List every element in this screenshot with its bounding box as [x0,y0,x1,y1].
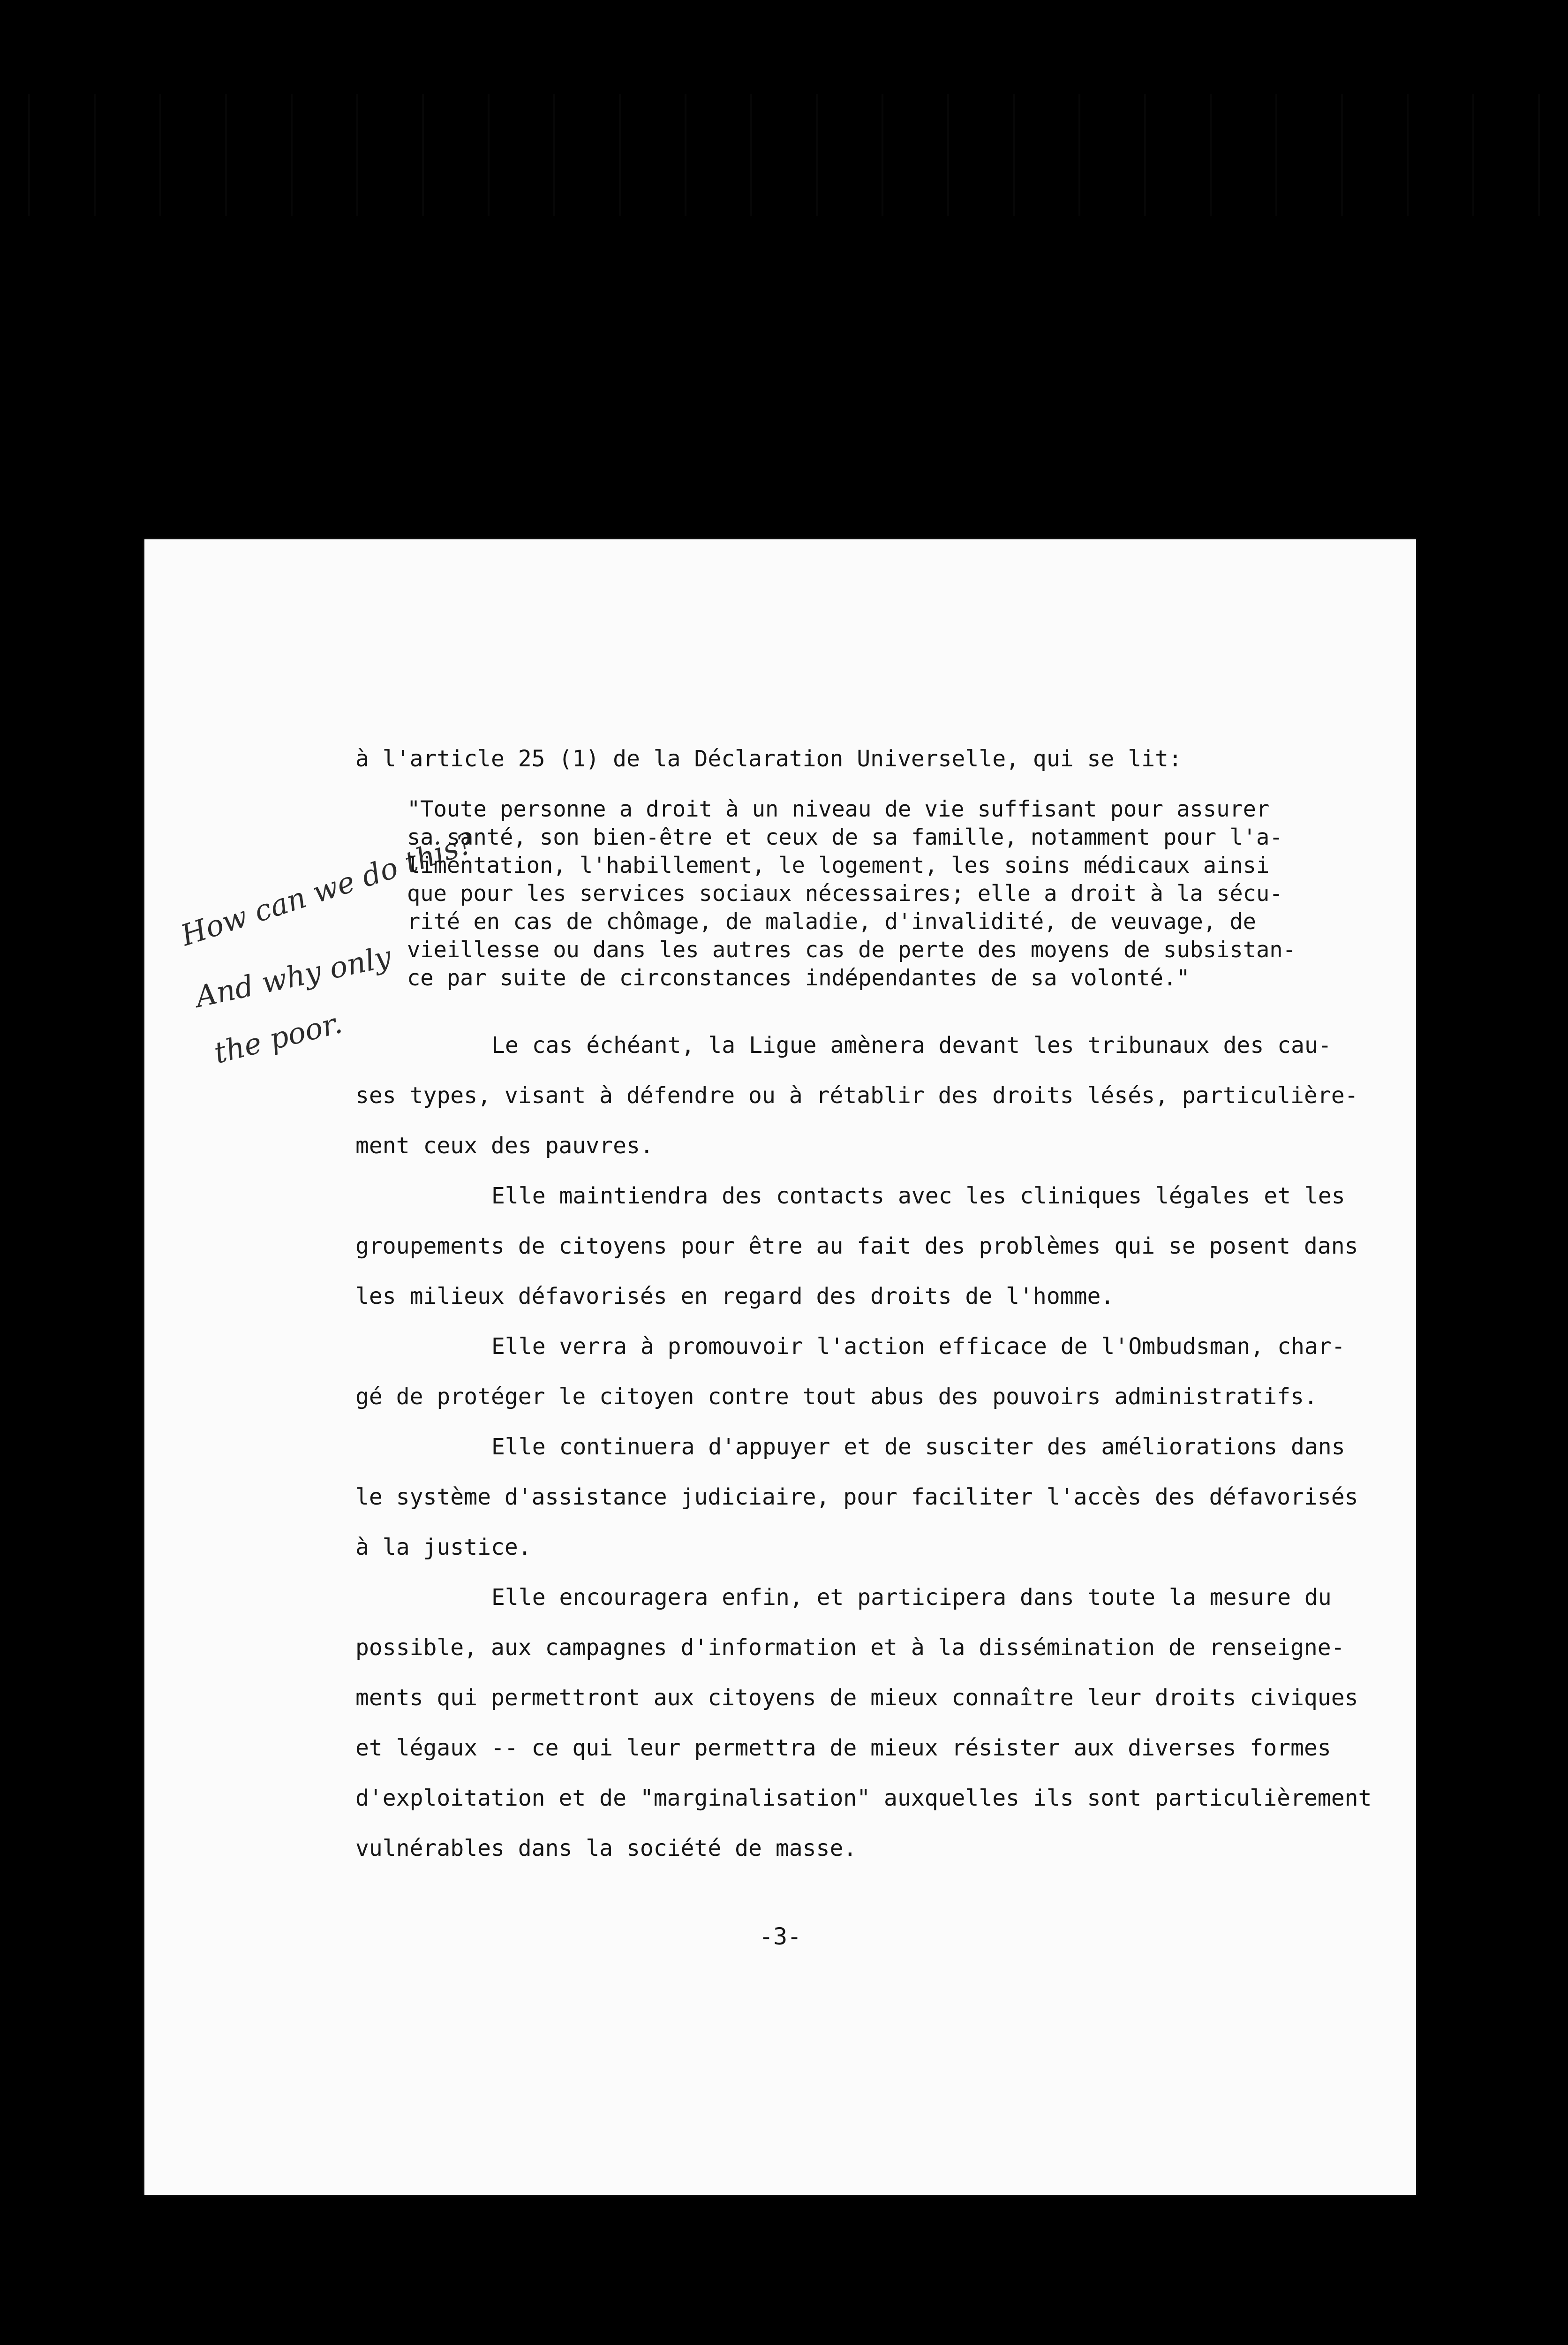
paragraph-line: groupements de citoyens pour être au fait des problèmes qui se posent dans [355,1233,1358,1259]
paragraph-line: Elle continuera d'appuyer et de susciter des améliorations dans [491,1434,1345,1460]
handwriting-line-1: How can we do this? [176,825,478,953]
handwriting-line-2: And why only [192,939,394,1014]
document-page [144,539,1416,2195]
quote-line: sa santé, son bien-être et ceux de sa famille, notamment pour l'a- [407,825,1283,850]
page-number: -3- [759,1923,802,1950]
paragraph-line: à la justice. [355,1534,532,1560]
paragraph-legal-aid [355,1422,1429,1573]
paragraph-information [355,1573,1429,1874]
film-edge-noise [0,94,1568,216]
paragraph-contacts [355,1171,1429,1322]
handwriting-line-3: the poor. [211,1005,346,1070]
paragraph-line: possible, aux campagnes d'information et à la dissémination de renseigne- [355,1634,1345,1661]
paragraph-line: le système d'assistance judiciaire, pour faciliter l'accès des défavorisés [355,1484,1358,1510]
quote-line: rité en cas de chômage, de maladie, d'invalidité, de veuvage, de [407,909,1256,935]
paragraph-line: gé de protéger le citoyen contre tout abus des pouvoirs administratifs. [355,1384,1318,1410]
quote-line: ce par suite de circonstances indépendantes de sa volonté." [407,965,1190,991]
paragraph-ombudsman [355,1322,1429,1422]
quote-line: que pour les services sociaux nécessaires; elle a droit à la sécu- [407,881,1283,907]
paragraph-line: Elle encouragera enfin, et participera dans toute la mesure du [491,1584,1332,1611]
paragraph-line: Le cas échéant, la Ligue amènera devant les tribunaux des cau- [491,1032,1332,1059]
document-text [355,746,1429,1874]
quote-line: vieillesse ou dans les autres cas de perte des moyens de subsistan- [407,937,1296,963]
paragraph-line: et légaux -- ce qui leur permettra de mieux résister aux diverses formes [355,1735,1331,1761]
paragraph-litigation [355,1021,1429,1171]
paragraph-line: d'exploitation et de "marginalisation" auxquelles ils sont particulièrement [355,1785,1372,1811]
paragraph-line: ments qui permettront aux citoyens de mieux connaître leur droits civiques [355,1685,1358,1711]
paragraph-line: ses types, visant à défendre ou à rétablir des droits lésés, particulière- [355,1082,1358,1109]
quote-line: limentation, l'habillement, le logement, les soins médicaux ainsi [407,853,1270,878]
quotation-block [407,795,1429,992]
paragraph-line: Elle verra à promouvoir l'action efficace de l'Ombudsman, char- [491,1333,1345,1360]
paragraph-line: vulnérables dans la société de masse. [355,1835,857,1861]
quote-line: "Toute personne a droit à un niveau de vie suffisant pour assurer [407,796,1270,822]
paragraph-line: les milieux défavorisés en regard des droits de l'homme. [355,1283,1115,1309]
intro-line: à l'article 25 (1) de la Déclaration Universelle, qui se lit: [355,746,1182,772]
paragraph-line: ment ceux des pauvres. [355,1133,654,1159]
paragraph-line: Elle maintiendra des contacts avec les cliniques légales et les [491,1183,1345,1209]
